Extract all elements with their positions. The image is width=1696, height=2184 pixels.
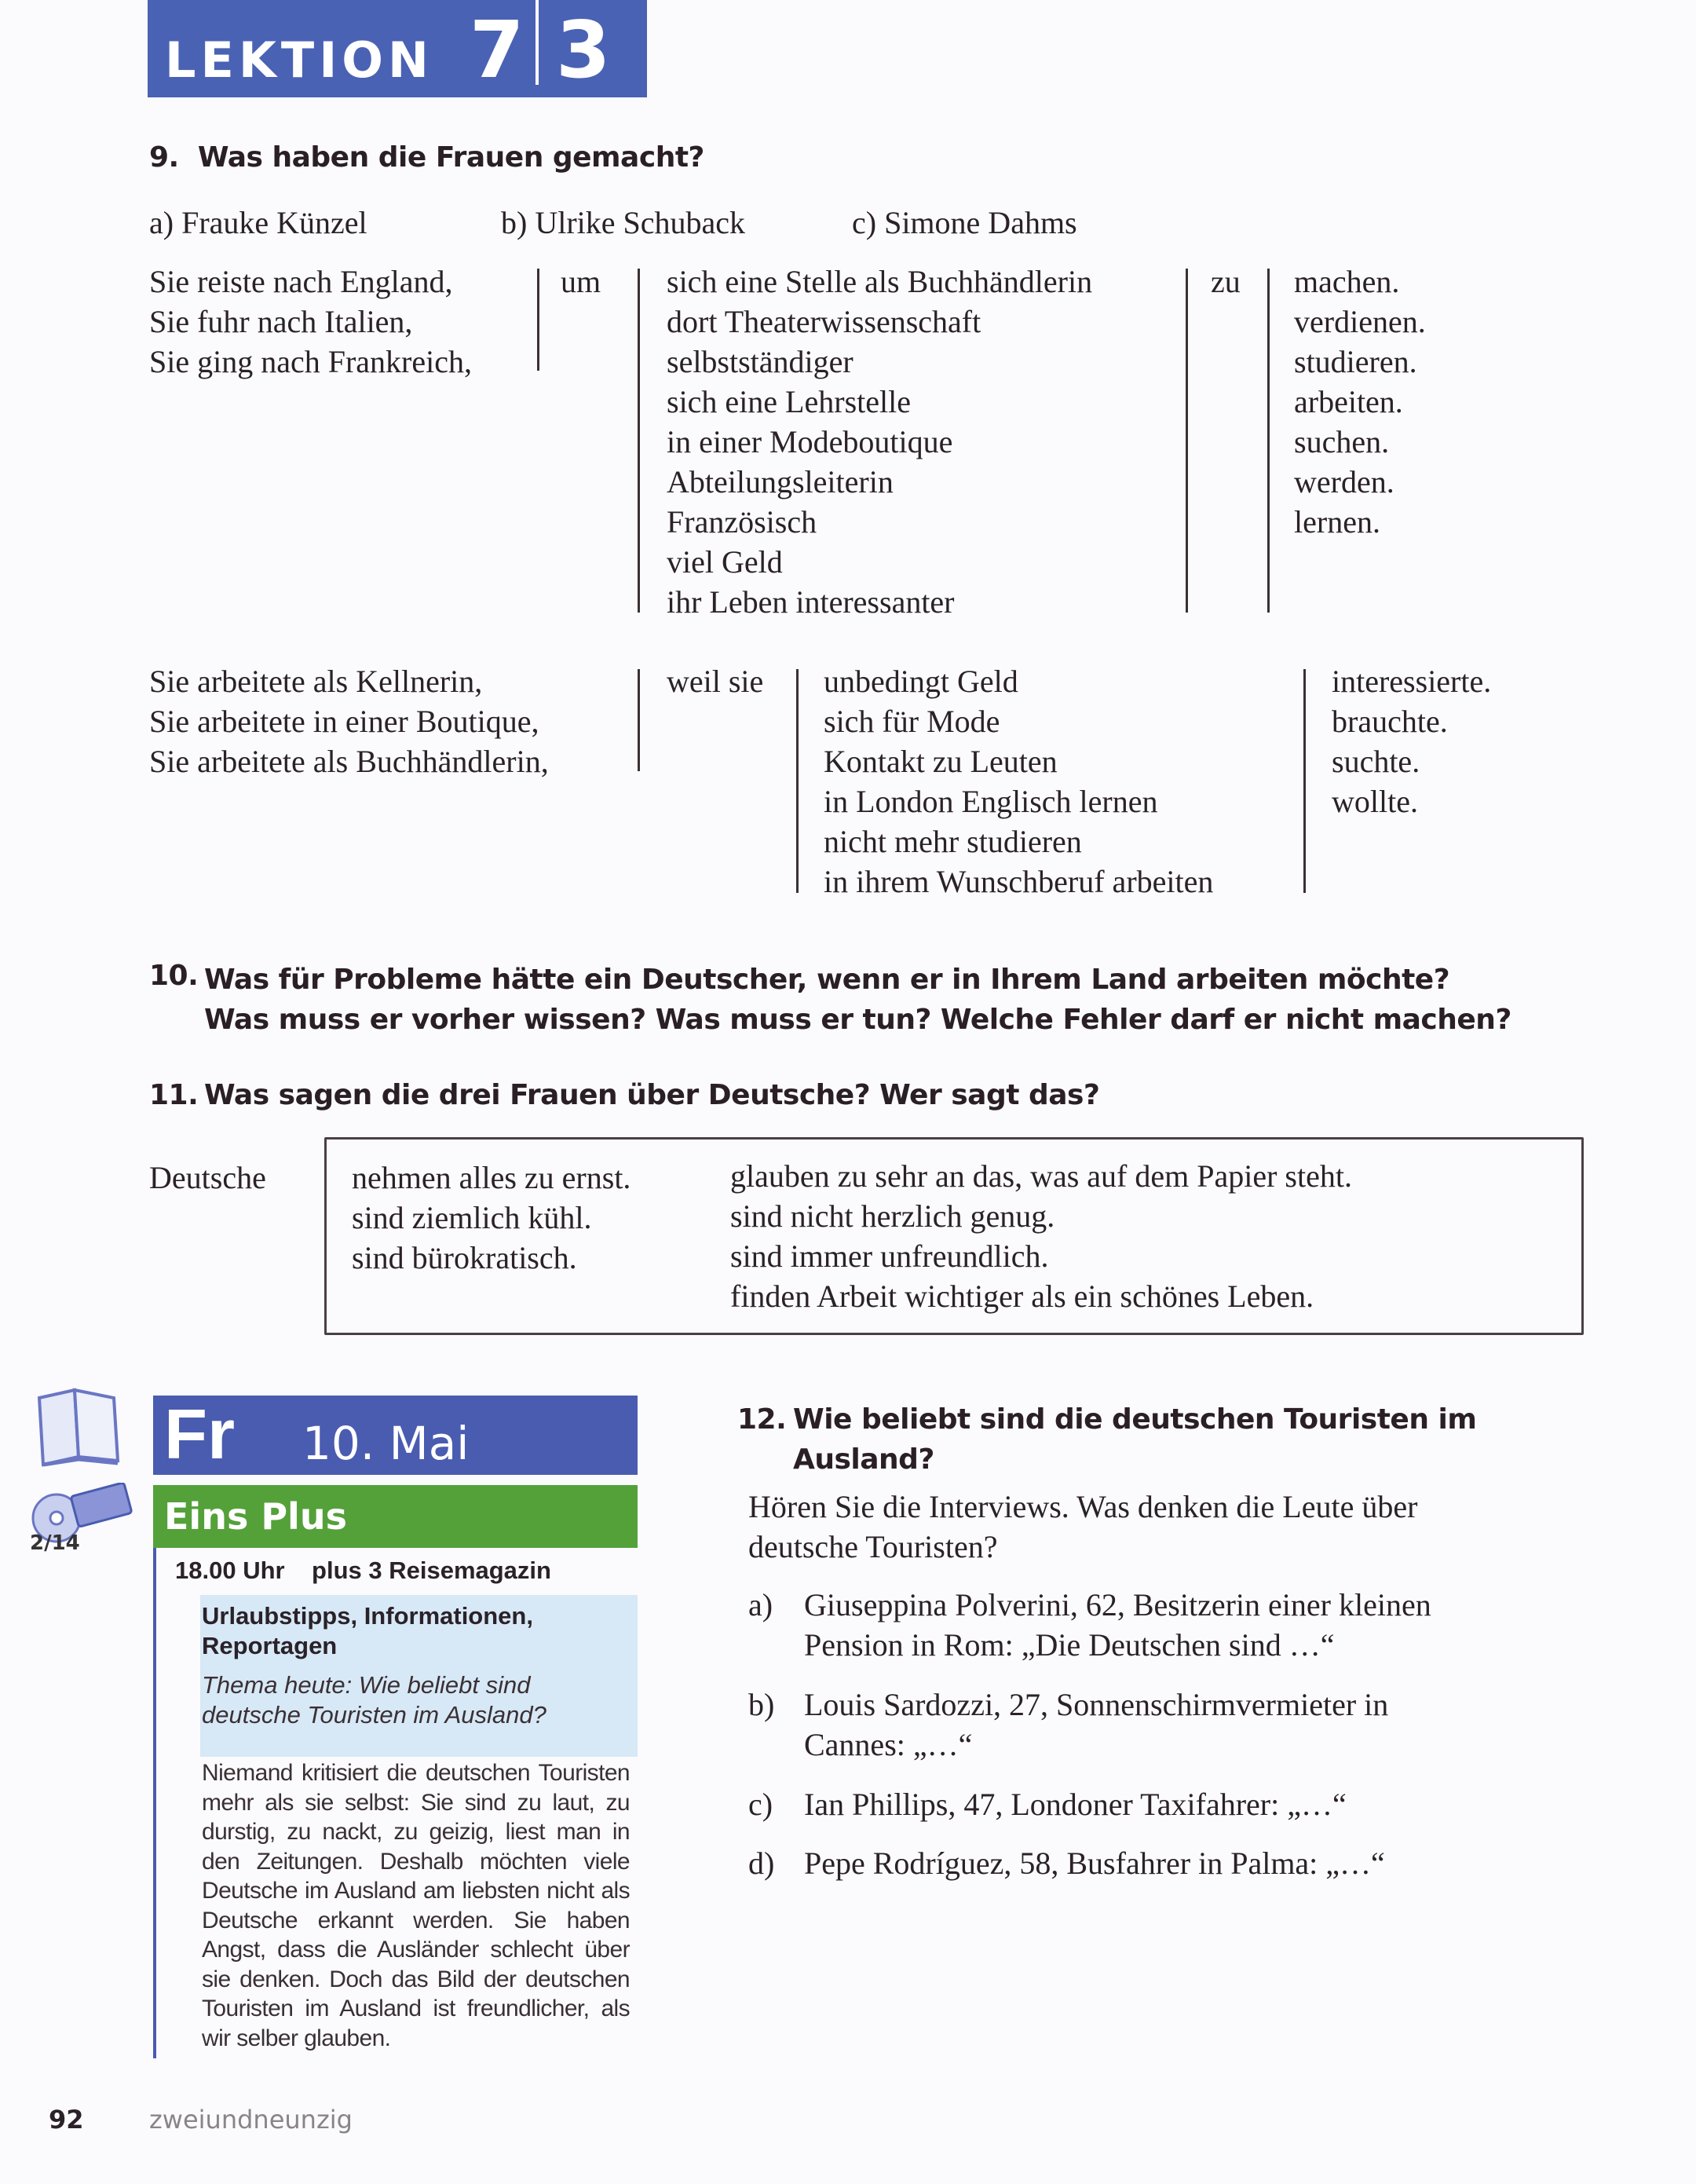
- table2-col5-line: interessierte.: [1332, 664, 1492, 699]
- page-number: 92: [49, 2105, 84, 2135]
- lesson-header: [148, 0, 647, 97]
- table1-col5-line: werden.: [1294, 464, 1394, 499]
- q9-heading: [149, 141, 704, 174]
- q9-name-b: b) Ulrike Schuback: [501, 205, 746, 240]
- q10-line: Was muss er vorher wissen? Was muss er tun? Welche Fehler darf er nicht machen?: [204, 1004, 1511, 1036]
- q11-statement: sind ziemlich kühl.: [352, 1200, 592, 1235]
- table1-col1-line: Sie ging nach Frankreich,: [149, 344, 472, 379]
- table2-col3-line: in ihrem Wunschberuf arbeiten: [824, 864, 1214, 899]
- table1-col5-line: verdienen.: [1294, 304, 1426, 339]
- q12-number: 12.: [737, 1403, 787, 1436]
- table2-col1-line: Sie arbeitete als Buchhändlerin,: [149, 744, 549, 779]
- header-divider: [535, 0, 539, 85]
- q11-statement: sind bürokratisch.: [352, 1240, 577, 1275]
- section-number: 3: [556, 4, 611, 96]
- tv-left-rule: [153, 1485, 156, 2058]
- table1-col3-line: sich eine Lehrstelle: [667, 384, 911, 419]
- table1-col3-line: viel Geld: [667, 544, 783, 580]
- audio-track-number: 2/14: [30, 1531, 80, 1555]
- tv-date-banner: [153, 1396, 638, 1475]
- q12-item-d-letter: d): [748, 1846, 775, 1881]
- tv-theme: Thema heute: Wie beliebt sind deutsche Touristen im Ausland?: [202, 1671, 546, 1729]
- table1-col5-line: lernen.: [1294, 504, 1380, 540]
- table2-col3-line: Kontakt zu Leuten: [824, 744, 1058, 779]
- table2-col3-line: unbedingt Geld: [824, 664, 1018, 699]
- table2-col1-line: Sie arbeitete in einer Boutique,: [149, 704, 539, 739]
- table2-col5-line: brauchte.: [1332, 704, 1448, 739]
- table2-col3: [824, 661, 1213, 902]
- table1-col3: [667, 262, 1092, 622]
- q12-item-line: Giuseppina Polverini, 62, Besitzerin einer kleinen: [804, 1587, 1431, 1622]
- table1-col5-line: arbeiten.: [1294, 384, 1403, 419]
- tv-subtitle-line: Reportagen: [202, 1632, 338, 1659]
- q12-item-c: Ian Phillips, 47, Londoner Taxifahrer: „…“: [804, 1787, 1347, 1822]
- q9-number: 9.: [149, 141, 179, 174]
- tv-show: plus 3 Reisemagazin: [312, 1557, 551, 1584]
- tv-subtitle: [202, 1601, 533, 1661]
- q11-statement: glauben zu sehr an das, was auf dem Papier steht.: [730, 1158, 1352, 1194]
- q12-intro-line: deutsche Touristen?: [748, 1529, 998, 1564]
- q11-statement: finden Arbeit wichtiger als ein schönes Leben.: [730, 1279, 1314, 1314]
- table1-col5: [1294, 262, 1426, 542]
- tv-description: Niemand kritisiert die deutschen Touristen mehr als sie selbst: Sie sind zu laut, zu durstig, zu nackt, zu geizig, liest man in den Zeitungen. Deshalb möchten viele Deutsche im Ausland am liebsten nicht als Deutsche erkannt werden. Sie haben Angst, dass die Ausländer schlecht über sie denken. Doch das Bild der deutschen Touristen im Ausland ist freundlicher, als wir selber glauben.: [202, 1760, 630, 2051]
- divider: [1267, 269, 1270, 613]
- q9-name-c: c) Simone Dahms: [852, 205, 1077, 240]
- q12-item-d: Pepe Rodríguez, 58, Busfahrer in Palma: „…“: [804, 1846, 1385, 1881]
- q12-item-c-letter: c): [748, 1787, 773, 1822]
- q12-item-a-letter: a): [748, 1587, 773, 1622]
- tv-day: Fr: [164, 1396, 235, 1474]
- q12-item-line: Pension in Rom: „Die Deutschen sind …“: [804, 1627, 1335, 1663]
- q9-name-a: a) Frauke Künzel: [149, 205, 367, 240]
- q11-number: 11.: [149, 1079, 199, 1111]
- divider: [638, 269, 640, 613]
- divider: [796, 669, 799, 893]
- tv-channel: Eins Plus: [153, 1485, 638, 1548]
- q12-item-b: [804, 1685, 1388, 1765]
- table1-col5-line: studieren.: [1294, 344, 1417, 379]
- q11-col2: [730, 1156, 1352, 1316]
- table1-col1-line: Sie reiste nach England,: [149, 264, 453, 299]
- table1-col1: [149, 262, 472, 382]
- q12-item-line: Cannes: „…“: [804, 1727, 973, 1762]
- divider: [1303, 669, 1306, 893]
- lesson-number: 7: [470, 4, 525, 96]
- table2-col3-line: in London Englisch lernen: [824, 784, 1158, 819]
- divider: [1186, 269, 1188, 613]
- table1-col2: um: [561, 264, 601, 299]
- q11-statement: sind nicht herzlich genug.: [730, 1198, 1055, 1234]
- q12-intro: [748, 1487, 1417, 1567]
- q10-line: Was für Probleme hätte ein Deutscher, wenn er in Ihrem Land arbeiten möchte?: [204, 964, 1450, 996]
- table1-col3-line: sich eine Stelle als Buchhändlerin: [667, 264, 1093, 299]
- q12-title-line: Wie beliebt sind die deutschen Touristen im: [793, 1403, 1477, 1436]
- table2-col5-line: suchte.: [1332, 744, 1420, 779]
- table1-col1-line: Sie fuhr nach Italien,: [149, 304, 413, 339]
- page-number-word: zweiundneunzig: [149, 2105, 353, 2135]
- q11-subject: Deutsche: [149, 1160, 266, 1195]
- table2-col5-line: wollte.: [1332, 784, 1418, 819]
- table2-col3-line: sich für Mode: [824, 704, 1000, 739]
- table2-col1: [149, 661, 549, 781]
- table1-col3-line: Abteilungsleiterin: [667, 464, 894, 499]
- lesson-label: LEKTION: [165, 31, 433, 89]
- table1-col3-line: ihr Leben interessanter: [667, 584, 955, 620]
- q9-title: Was haben die Frauen gemacht?: [197, 141, 704, 174]
- table2-col5: [1332, 661, 1491, 821]
- q10-text: [204, 960, 1511, 1040]
- q12-item-b-letter: b): [748, 1687, 775, 1722]
- table2-col3-line: nicht mehr studieren: [824, 824, 1082, 859]
- q11-title: Was sagen die drei Frauen über Deutsche? Wer sagt das?: [204, 1079, 1100, 1111]
- tv-time: 18.00 Uhr: [175, 1557, 285, 1584]
- tv-time-show: [175, 1557, 551, 1585]
- q12-item-line: Louis Sardozzi, 27, Sonnenschirmvermieter in: [804, 1687, 1389, 1722]
- table1-col4: zu: [1211, 264, 1241, 299]
- q10-number: 10.: [149, 960, 199, 992]
- table2-col2: weil sie: [667, 664, 764, 699]
- q12-item-a: [804, 1585, 1431, 1665]
- q11-statement: sind immer unfreundlich.: [730, 1238, 1049, 1274]
- q12-intro-line: Hören Sie die Interviews. Was denken die Leute über: [748, 1489, 1418, 1524]
- q12-title-line: Ausland?: [793, 1443, 934, 1476]
- table2-col1-line: Sie arbeitete als Kellnerin,: [149, 664, 483, 699]
- book-icon: [31, 1382, 126, 1476]
- tv-date: 10. Mai: [302, 1417, 470, 1470]
- q11-statement: nehmen alles zu ernst.: [352, 1160, 631, 1195]
- table1-col3-line: Französisch: [667, 504, 817, 540]
- table1-col5-line: suchen.: [1294, 424, 1390, 459]
- divider: [537, 269, 539, 371]
- table1-col3-line: dort Theaterwissenschaft: [667, 304, 981, 339]
- q12-title: [793, 1399, 1476, 1480]
- tv-subtitle-line: Urlaubstipps, Informationen,: [202, 1602, 533, 1630]
- table1-col5-line: machen.: [1294, 264, 1400, 299]
- q11-col1: [352, 1158, 631, 1278]
- divider: [638, 669, 640, 771]
- table1-col3-line: selbstständiger: [667, 344, 853, 379]
- table1-col3-line: in einer Modeboutique: [667, 424, 953, 459]
